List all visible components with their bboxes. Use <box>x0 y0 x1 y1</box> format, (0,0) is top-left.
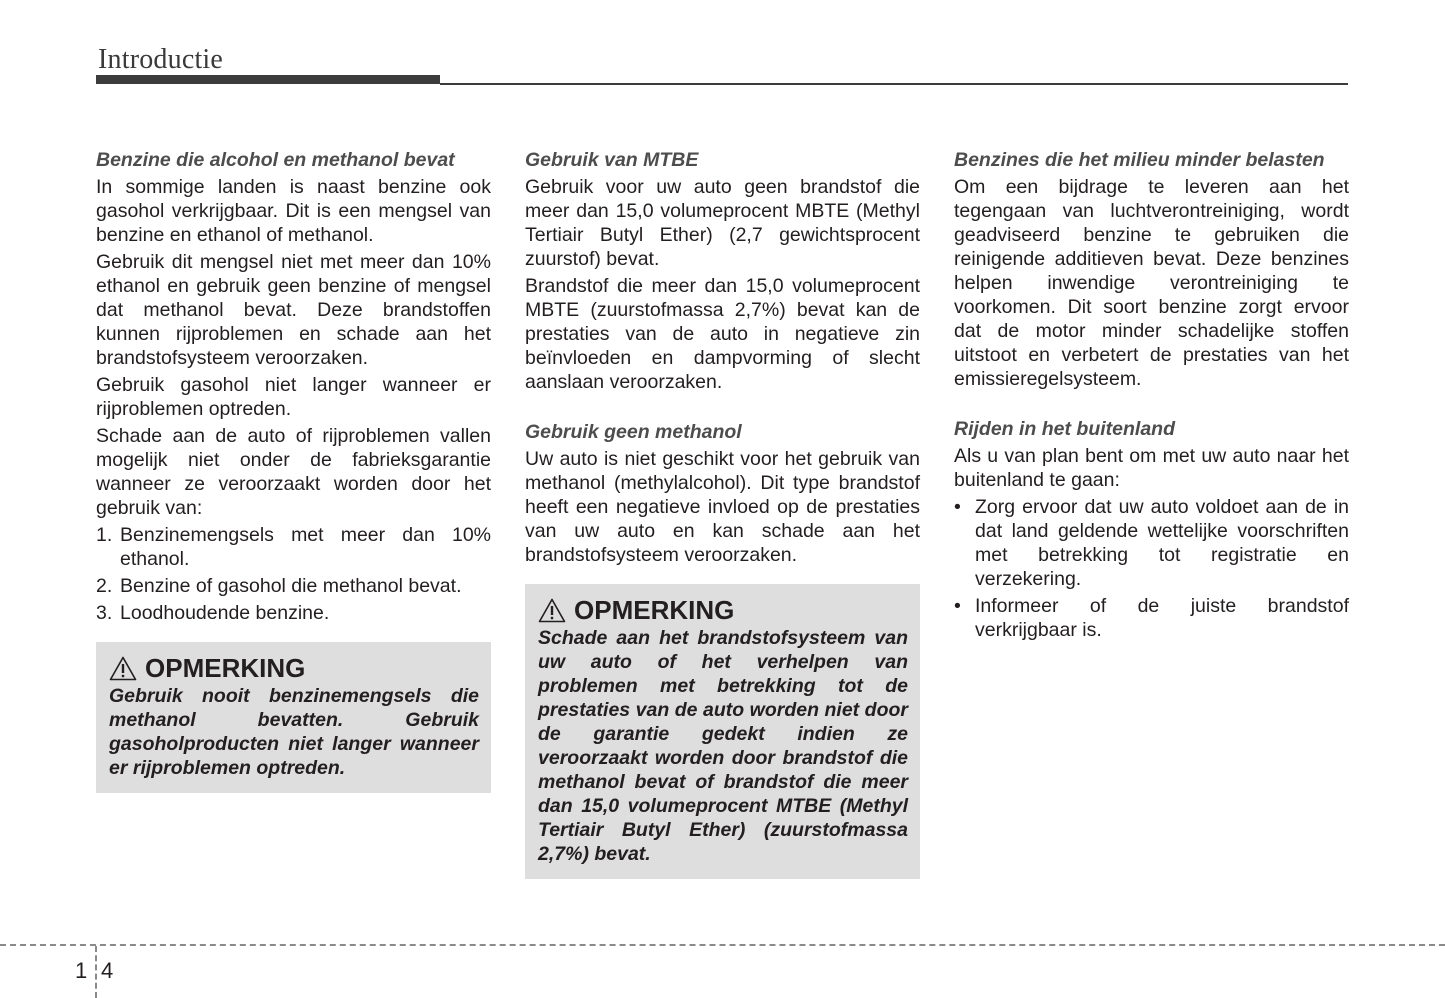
section-heading: Benzine die alcohol en methanol bevat <box>96 149 455 171</box>
paragraph: Gebruik dit mengsel niet met meer dan 10% ethanol en gebruik geen benzine of mengsel dat methanol bevat. Deze brandstoffen kunnen rijproblemen en schade aan het brandstofsysteem veroorzaken. <box>96 251 491 369</box>
footer-dashed-divider <box>95 946 97 998</box>
bullet-item <box>954 594 1349 642</box>
list-item <box>96 523 491 571</box>
list-item-number: 3. <box>96 602 113 624</box>
notice-header <box>538 594 908 626</box>
column-3 <box>954 148 1349 642</box>
list-item-number: 1. <box>96 524 113 546</box>
paragraph: Om een bijdrage te leveren aan het tegengaan van luchtverontreiniging, wordt geadviseerd benzine te gebruiken die reinigende additieven bevat. Deze benzines helpen inwendige verontreiniging te voorkomen. Dit soort benzine zorgt ervoor dat de motor minder schadelijke stoffen uitstoot en verbetert de prestaties van het emissieregelsysteem. <box>954 176 1349 390</box>
paragraph: Gebruik gasohol niet langer wanneer er rijproblemen optreden. <box>96 374 491 420</box>
column-1 <box>96 148 491 793</box>
paragraph: Uw auto is niet geschikt voor het gebruik van methanol (methylalcohol). Dit type brandstof heeft een negatieve invloed op de prestaties van uw auto en kan schade aan het brandstofsysteem veroorzaken. <box>525 448 920 566</box>
bullet-mark: • <box>954 496 961 518</box>
paragraph: Gebruik voor uw auto geen brandstof die meer dan 15,0 volumeprocent MBTE (Methyl Tertiair Butyl Ether) (2,7 gewichtsprocent zuurstof) bevat. <box>525 176 920 270</box>
bullet-item <box>954 495 1349 591</box>
notice-box <box>525 584 920 879</box>
notice-header <box>109 652 479 684</box>
notice-title: OPMERKING <box>574 595 735 625</box>
chapter-title: Introductie <box>98 44 224 75</box>
warning-triangle-icon <box>538 598 566 623</box>
paragraph: Als u van plan bent om met uw auto naar het buitenland te gaan: <box>954 445 1349 491</box>
section-heading: Benzines die het milieu minder belasten <box>954 149 1325 171</box>
bullet-text: Informeer of de juiste brandstof verkrijgbaar is. <box>975 595 1349 641</box>
notice-title: OPMERKING <box>145 653 306 683</box>
page-number: 4 <box>101 958 114 983</box>
list-item-text: Benzine of gasohol die methanol bevat. <box>120 575 462 597</box>
section-heading: Gebruik geen methanol <box>525 421 742 443</box>
notice-text: Gebruik nooit benzinemengsels die methanol bevatten. Gebruik gasoholproducten niet langer wanneer er rijproblemen optreden. <box>109 685 479 779</box>
bullet-text: Zorg ervoor dat uw auto voldoet aan de in dat land geldende wettelijke voorschriften met betrekking tot registratie en verzekering. <box>975 496 1349 590</box>
list-item-text: Loodhoudende benzine. <box>120 602 330 624</box>
column-2 <box>525 148 920 879</box>
paragraph: Brandstof die meer dan 15,0 volumeprocent MBTE (zuurstofmassa 2,7%) bevat kan de prestaties van de auto in negatieve zin beïnvloeden en dampvorming of slecht aanslaan veroorzaken. <box>525 275 920 393</box>
notice-box <box>96 642 491 793</box>
header-rule-thick <box>96 75 440 84</box>
notice-text: Schade aan het brandstofsysteem van uw auto of het verhelpen van problemen met betrekking tot de prestaties van de auto worden niet door de garantie gedekt indien ze veroorzaakt worden door brandstof die methanol bevat of brandstof die meer dan 15,0 volumeprocent MTBE (Methyl Tertiair Butyl Ether) (zuurstofmassa 2,7%) bevat. <box>538 627 908 865</box>
list-item <box>96 601 491 625</box>
list-item-text: Benzinemengsels met meer dan 10% ethanol. <box>120 524 491 570</box>
chapter-number: 1 <box>75 958 88 983</box>
warning-triangle-icon <box>109 656 137 681</box>
header-rule-thin <box>440 83 1348 85</box>
list-item-number: 2. <box>96 575 113 597</box>
bullet-mark: • <box>954 595 961 617</box>
section-heading: Rijden in het buitenland <box>954 418 1175 440</box>
paragraph: Schade aan de auto of rijproblemen vallen mogelijk niet onder de fabrieksgarantie wanneer ze veroorzaakt worden door het gebruik van: <box>96 425 491 519</box>
list-item <box>96 574 491 598</box>
footer-dashed-rule <box>0 944 1445 946</box>
section-heading: Gebruik van MTBE <box>525 149 699 171</box>
paragraph: In sommige landen is naast benzine ook gasohol verkrijgbaar. Dit is een mengsel van benzine en ethanol of methanol. <box>96 176 491 246</box>
